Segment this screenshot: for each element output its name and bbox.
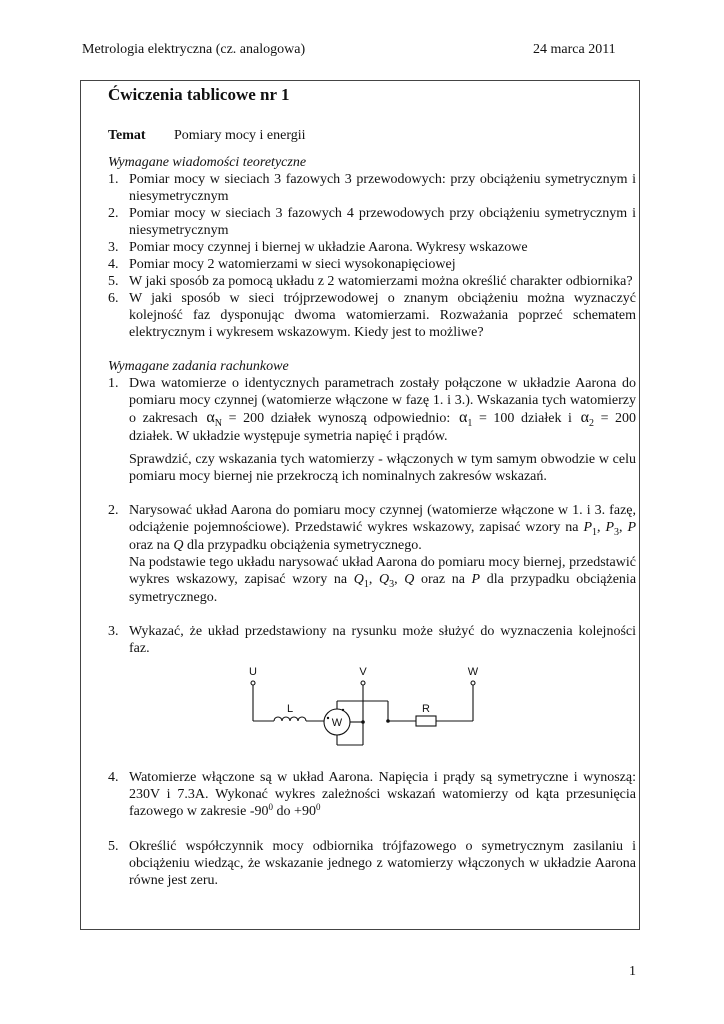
item-number: 4. — [108, 770, 119, 785]
superscript: 0 — [315, 802, 321, 812]
separator: , — [368, 572, 379, 587]
task-3-text: Wykazać, że układ przedstawiony na rysunku może służyć do wyznaczenia kolejności faz. — [129, 624, 636, 656]
item-number: 2. — [108, 503, 119, 518]
header-date: 24 marca 2011 — [533, 42, 616, 57]
task-1 — [108, 375, 636, 485]
item-number: 3. — [108, 624, 119, 639]
list-item — [108, 205, 636, 239]
list-item — [108, 290, 636, 341]
separator: , — [619, 520, 628, 535]
task-5-text: Określić współczynnik mocy odbiornika trójfazowego o symetrycznym zasilaniu i obciążeniu wiedząc, że wskazanie jednego z watomierzy włączonych w układzie Aarona równe jest zeru. — [129, 839, 636, 888]
task-4-text-a: Watomierze włączone są w układ Aarona. Napięcia i prądy są symetryczne i wynoszą: 230V i 7.3A. Wykonać wykres zależności wskazań watomierzy od kąta przesunięcia fazowego w zakresie -90 — [129, 770, 636, 819]
topic-row — [108, 127, 636, 144]
tasks-list — [108, 375, 636, 889]
item-number: 1. — [108, 376, 119, 391]
item-text: W jaki sposób za pomocą układu z 2 watomierzami można określić charakter odbiornika? — [129, 274, 633, 289]
item-number: 1. — [108, 172, 119, 187]
subscript: 1 — [467, 418, 473, 429]
list-item — [108, 256, 636, 273]
task-1-text-a: Dwa watomierze o identycznych parametrach zostały połączone w układzie Aarona do pomiaru mocy czynnej (watomierze włączone w fazę 1. i 3.). Wskazania tych watomierzy o zakresach — [129, 376, 636, 426]
task-2-text-c: dla przypadku obciążenia symetrycznego. — [183, 538, 422, 553]
list-item — [108, 273, 636, 290]
list-item — [108, 239, 636, 256]
page-title: Ćwiczenia tablicowe nr 1 — [108, 85, 290, 104]
item-number: 2. — [108, 206, 119, 221]
subscript: 3 — [614, 527, 620, 538]
task-2-paragraph-2 — [129, 554, 636, 606]
item-text: W jaki sposób w sieci trójprzewodowej o znanym obciążeniu można wyznaczyć kolejność faz dysponując dwoma watomierzami. Rozważania poprzeć schematem elektrycznym i wykresem wskazowym. Kiedy jest to możliwe? — [129, 291, 636, 340]
symbol-p: P — [627, 520, 637, 535]
task-2-text-a: Narysować układ Aarona do pomiaru mocy czynnej (watomierze włączone w 1. i 3. fazę, odciążenie pojemnościowe). Przedstawić wykres wskazowy, zapisać wzory na — [129, 503, 636, 535]
symbol-p: P — [583, 520, 593, 535]
item-number: 5. — [108, 839, 119, 854]
task-2-text-b: oraz na — [129, 538, 174, 553]
document-body — [108, 86, 636, 889]
task-1-text-c: = 100 działek i — [478, 411, 572, 426]
task-3 — [108, 623, 636, 657]
item-text: Pomiar mocy w sieciach 3 fazowych 4 przewodowych przy obciążeniu symetrycznym i niesymetrycznym — [129, 206, 636, 238]
subscript: 3 — [389, 579, 395, 590]
task-2 — [108, 502, 636, 606]
alpha-symbol: α — [206, 409, 215, 426]
theory-heading: Wymagane wiadomości teoretyczne — [108, 155, 307, 170]
task-5 — [108, 838, 636, 889]
item-text: Pomiar mocy 2 watomierzami w sieci wysokonapięciowej — [129, 257, 456, 272]
label-w: W — [467, 666, 479, 678]
item-number: 3. — [108, 240, 119, 255]
label-wattmeter: W — [331, 717, 343, 729]
theory-list — [108, 171, 636, 341]
header-course: Metrologia elektryczna (cz. analogowa) — [82, 42, 306, 57]
alpha-symbol: α — [580, 409, 589, 426]
task-2-text-d: Na podstawie tego układu narysować układ Aarona do pomiaru mocy biernej, przedstawić wykres wskazowy, zapisać wzory na — [129, 555, 636, 587]
item-text: Pomiar mocy czynnej i biernej w układzie Aarona. Wykresy wskazowe — [129, 240, 528, 255]
task-1-paragraph-2: Sprawdzić, czy wskazania tych watomierzy - włączonych w tym samym obwodzie w celu pomiaru mocy biernej nie przekroczą ich nominalnych zakresów wskazań. — [129, 452, 636, 484]
symbol-p: P — [471, 572, 481, 587]
superscript: 0 — [268, 802, 274, 812]
subscript: 1 — [592, 527, 598, 538]
list-item — [108, 171, 636, 205]
label-inductor: L — [286, 703, 294, 715]
symbol-q: Q — [353, 572, 364, 587]
symbol-q: Q — [173, 538, 184, 553]
topic-label: Temat — [108, 128, 146, 143]
phase-sequence-circuit — [238, 665, 538, 757]
item-number: 6. — [108, 291, 119, 306]
label-v: V — [359, 666, 367, 678]
page-number: 1 — [629, 964, 636, 979]
subscript: 1 — [363, 579, 369, 590]
item-number: 4. — [108, 257, 119, 272]
symbol-p: P — [605, 520, 615, 535]
separator: , — [394, 572, 405, 587]
task-2-text-e: oraz na — [414, 572, 472, 587]
task-2-text-f: dla przypadku obciążenia symetrycznego. — [129, 572, 637, 605]
subscript: 2 — [588, 418, 594, 429]
alpha-symbol: α — [458, 409, 468, 426]
label-resistor: R — [422, 703, 430, 715]
topic-value: Pomiary mocy i energii — [174, 128, 306, 143]
task-4-text-b: do +90 — [273, 804, 316, 819]
separator: , — [597, 520, 606, 535]
label-u: U — [249, 666, 257, 678]
subscript: N — [214, 418, 223, 429]
symbol-q: Q — [378, 572, 390, 587]
task-1-text-b: = 200 działek wynoszą odpowiednio: — [228, 411, 451, 426]
symbol-q: Q — [404, 572, 415, 587]
tasks-heading: Wymagane zadania rachunkowe — [108, 359, 289, 374]
item-number: 5. — [108, 274, 119, 289]
item-text: Pomiar mocy w sieciach 3 fazowych 3 przewodowych: przy obciążeniu symetrycznym i niesymetrycznym — [129, 172, 636, 204]
task-4 — [108, 769, 636, 821]
task-1-text-d: = 200 działek. W układzie występuje symetria napięć i prądów. — [129, 411, 637, 444]
